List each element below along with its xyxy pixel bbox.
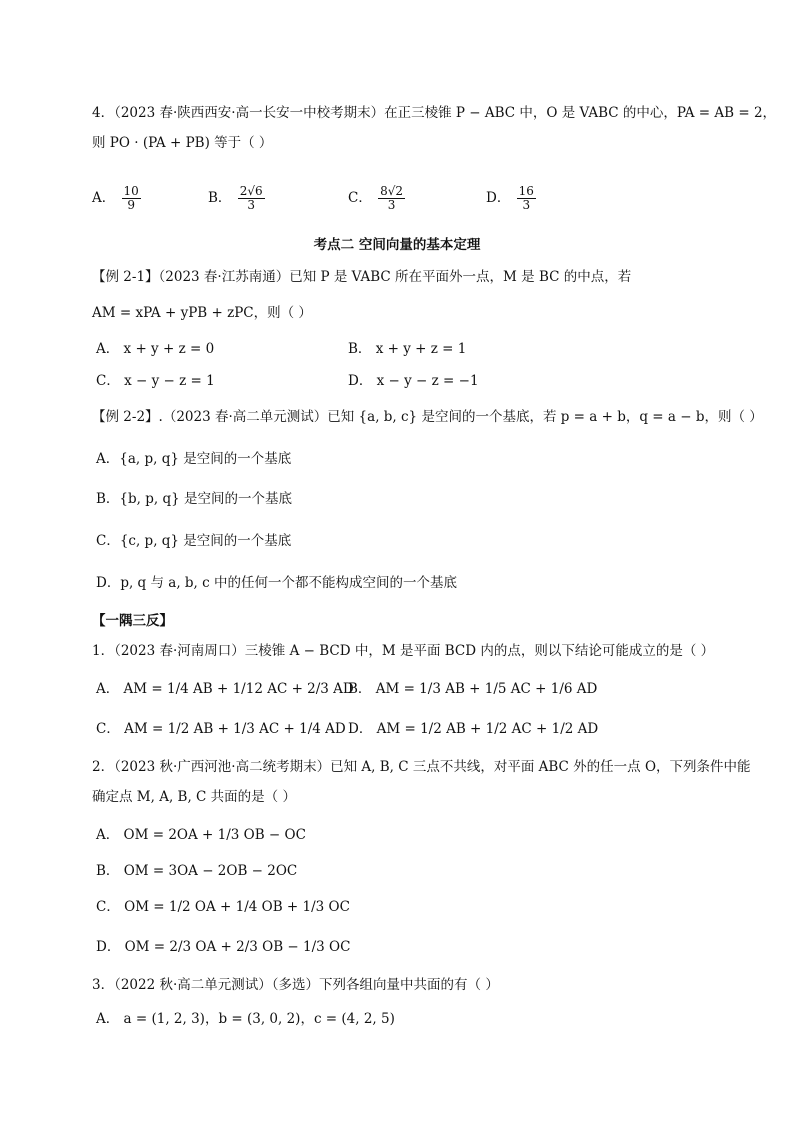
section-title: 考点二 空间向量的基本定理: [313, 237, 481, 253]
example-2-1-option-d: D． x − y − z = −1: [348, 373, 479, 389]
example-2-1-option-c: C． x − y − z = 1: [96, 373, 215, 389]
q4-stem-line1: 4．（2023 春·陕西西安·高一长安一中校考期末）在正三棱锥 P − ABC 中，O 是 VABC 的中心，PA = AB = 2，: [92, 105, 777, 121]
example-2-1-option-b: B． x + y + z = 1: [348, 341, 467, 357]
practice-2-stem-line1: 2．（2023 秋·广西河池·高二统考期末）已知 A, B, C 三点不共线，对平面 ABC 外的任一点 O，下列条件中能: [92, 759, 751, 775]
example-2-2-option-d: D．p, q 与 a, b, c 中的任何一个都不能构成空间的一个基底: [96, 575, 457, 591]
q4-option-d: D． $\frac{16}{3}$: [486, 184, 534, 212]
fraction: $\frac{2√6}{3}$: [239, 184, 263, 212]
practice-2-option-c: C． OM = 1/2 OA + 1/4 OB + 1/3 OC: [96, 899, 350, 915]
example-2-2-stem: 【例 2-2】.（2023 春·高二单元测试）已知 {a, b, c} 是空间的一个基底，若 p = a + b，q = a − b，则（ ）: [92, 409, 763, 425]
example-2-1-stem-line2: AM = xPA + yPB + zPC，则（ ）: [92, 305, 312, 321]
practice-2-option-d: D． OM = 2/3 OA + 2/3 OB − 1/3 OC: [96, 939, 351, 955]
practice-2-option-a: A． OM = 2OA + 1/3 OB − OC: [96, 827, 306, 843]
fraction: $\frac{8√2}{3}$: [380, 184, 404, 212]
practice-1-option-d: D． AM = 1/2 AB + 1/2 AC + 1/2 AD: [348, 721, 599, 737]
example-2-1-option-a: A． x + y + z = 0: [96, 341, 215, 357]
practice-1-option-a: A． AM = 1/4 AB + 1/12 AC + 2/3 AD: [96, 681, 354, 697]
fraction: $\frac{10}{9}$: [123, 184, 139, 212]
practice-1-option-b: B． AM = 1/3 AB + 1/5 AC + 1/6 AD: [348, 681, 598, 697]
example-2-2-option-b: B．{b, p, q} 是空间的一个基底: [96, 491, 292, 507]
practice-heading: 【一隅三反】: [92, 613, 173, 629]
practice-1-option-c: C． AM = 1/2 AB + 1/3 AC + 1/4 AD: [96, 721, 346, 737]
practice-2-option-b: B． OM = 3OA − 2OB − 2OC: [96, 863, 298, 879]
q4-stem-line2: 则 PO · (PA + PB) 等于（ ）: [92, 135, 273, 151]
practice-2-stem-line2: 确定点 M, A, B, C 共面的是（ ）: [92, 789, 296, 805]
example-2-1-stem-line1: 【例 2-1】（2023 春·江苏南通）已知 P 是 VABC 所在平面外一点，M 是 BC 的中点，若: [92, 269, 632, 285]
q4-option-b: B． $\frac{2√6}{3}$: [208, 184, 263, 212]
example-2-2-option-c: C．{c, p, q} 是空间的一个基底: [96, 533, 292, 549]
example-2-2-option-a: A．{a, p, q} 是空间的一个基底: [96, 451, 292, 467]
practice-3-option-a: A． a = (1, 2, 3)，b = (3, 0, 2)，c = (4, 2, 5): [96, 1011, 395, 1027]
practice-1-stem: 1．（2023 春·河南周口）三棱锥 A − BCD 中，M 是平面 BCD 内的点，则以下结论可能成立的是（ ）: [92, 643, 715, 659]
q4-option-c: C． $\frac{8√2}{3}$: [348, 184, 404, 212]
practice-3-stem: 3．（2022 秋·高二单元测试）（多选）下列各组向量中共面的有（ ）: [92, 977, 499, 993]
fraction: $\frac{16}{3}$: [518, 184, 534, 212]
q4-option-a: A． $\frac{10}{9}$: [92, 184, 139, 212]
